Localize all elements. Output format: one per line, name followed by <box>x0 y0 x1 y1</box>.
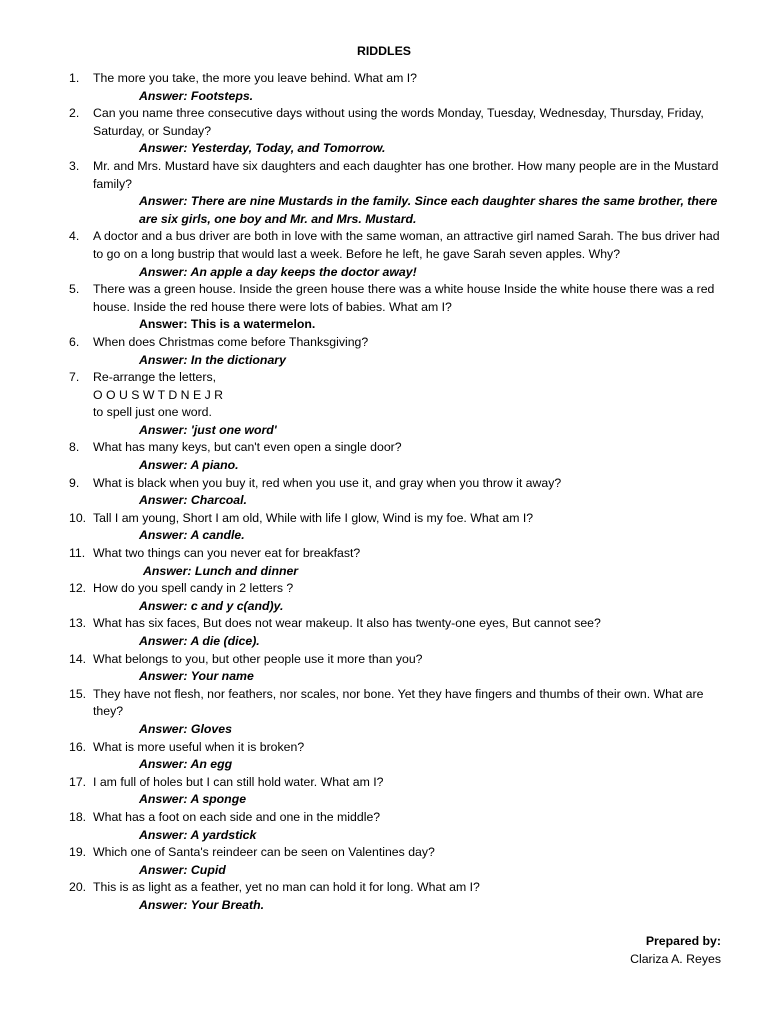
list-item <box>69 475 729 510</box>
riddle-answer: Answer: A yardstick <box>139 827 257 842</box>
riddle-question: Tall I am young, Short I am old, While with life I glow, Wind is my foe. What am I? <box>93 510 534 525</box>
item-number: 16. <box>69 739 87 754</box>
list-item <box>69 158 729 228</box>
riddle-question: What belongs to you, but other people use it more than you? <box>93 651 423 666</box>
riddle-answer: Answer: Your name <box>139 669 254 684</box>
riddle-question: What is more useful when it is broken? <box>93 739 305 754</box>
item-number: 19. <box>69 845 87 860</box>
list-item <box>69 844 729 879</box>
item-number: 11. <box>69 546 86 561</box>
list-item <box>69 686 729 739</box>
list-item <box>69 739 729 774</box>
riddle-question: Which one of Santa's reindeer can be seen on Valentines day? <box>93 845 435 860</box>
item-number: 4. <box>69 229 80 244</box>
riddle-answer: Answer: This is a watermelon. <box>139 317 316 332</box>
riddle-question: What has six faces, But does not wear makeup. It also has twenty-one eyes, But cannot see? <box>93 616 601 631</box>
riddle-question: This is as light as a feather, yet no man can hold it for long. What am I? <box>93 880 480 895</box>
riddle-question: I am full of holes but I can still hold water. What am I? <box>93 774 384 789</box>
item-number: 15. <box>69 686 87 701</box>
item-number: 8. <box>69 440 80 455</box>
item-number: 5. <box>69 282 80 297</box>
list-item <box>69 510 729 545</box>
list-item <box>69 281 729 334</box>
riddle-question: When does Christmas come before Thanksgiving? <box>93 334 369 349</box>
list-item <box>69 879 729 914</box>
riddle-question: A doctor and a bus driver are both in love with the same woman, an attractive girl named Sarah. The bus driver had to go on a long bustrip that would last a week. Before he left, he gave Sarah seven apples. Why? <box>93 229 720 261</box>
riddle-list <box>69 70 729 915</box>
riddle-answer: Answer: An apple a day keeps the doctor away! <box>139 264 417 279</box>
prepared-by-block <box>630 933 721 968</box>
item-number: 14. <box>69 651 87 666</box>
list-item <box>69 228 729 281</box>
riddle-answer: Answer: Lunch and dinner <box>143 563 299 578</box>
riddle-question: What has a foot on each side and one in the middle? <box>93 809 381 824</box>
item-number: 18. <box>69 809 87 824</box>
riddle-answer: Answer: A die (dice). <box>139 634 260 648</box>
riddle-question: Re-arrange the letters, <box>93 370 217 385</box>
riddle-answer: Answer: c and y c(and)y. <box>139 598 284 613</box>
riddle-question: What has many keys, but can't even open a single door? <box>93 440 402 455</box>
item-number: 12. <box>69 581 87 596</box>
riddle-question: Can you name three consecutive days without using the words Monday, Tuesday, Wednesday, Thursday, Friday, Saturday, or Sunday? <box>93 106 704 138</box>
item-number: 1. <box>69 71 80 85</box>
riddle-answer: Answer: In the dictionary <box>139 352 286 367</box>
riddle-question-continued: to spell just one word. <box>93 405 212 420</box>
riddle-answer: Answer: Gloves <box>139 721 232 736</box>
riddle-answer: Answer: A piano. <box>139 458 239 473</box>
riddle-answer: Answer: Charcoal. <box>139 493 247 508</box>
item-number: 10. <box>69 510 87 525</box>
list-item <box>69 70 729 105</box>
list-item <box>69 545 729 580</box>
riddle-question: The more you take, the more you leave behind. What am I? <box>93 71 417 85</box>
list-item <box>69 809 729 844</box>
riddle-answer: Answer: A candle. <box>139 528 245 543</box>
list-item <box>69 580 729 615</box>
riddle-answer: Answer: There are nine Mustards in the family. Since each daughter shares the same brother, there are six girls, one boy and Mr. and Mrs. Mustard. <box>139 194 718 226</box>
item-number: 20. <box>69 880 87 895</box>
item-number: 3. <box>69 158 80 173</box>
list-item <box>69 369 729 439</box>
riddle-question: What two things can you never eat for breakfast? <box>93 546 361 561</box>
riddle-answer: Answer: Footsteps. <box>139 88 254 103</box>
list-item <box>69 651 729 686</box>
riddle-answer: Answer: Your Breath. <box>139 897 265 912</box>
item-number: 2. <box>69 106 80 121</box>
riddle-question: Mr. and Mrs. Mustard have six daughters and each daughter has one brother. How many people are in the Mustard family? <box>93 158 719 191</box>
item-number: 6. <box>69 334 80 349</box>
item-number: 17. <box>69 774 87 789</box>
riddle-answer: Answer: Cupid <box>139 862 226 877</box>
prepared-by-label: Prepared by: <box>645 934 721 948</box>
riddle-question: What is black when you buy it, red when you use it, and gray when you throw it away? <box>93 475 562 490</box>
item-number: 13. <box>69 616 87 631</box>
riddle-answer: Answer: An egg <box>139 757 233 772</box>
riddle-answer: Answer: Yesterday, Today, and Tomorrow. <box>139 141 386 156</box>
list-item <box>69 334 729 369</box>
author-name: Clariza A. Reyes <box>630 951 721 966</box>
scrambled-letters: O O U S W T D N E J R <box>93 387 224 402</box>
list-item <box>69 105 729 158</box>
riddle-question: They have not flesh, nor feathers, nor scales, nor bone. Yet they have fingers and thumbs of their own. What are they? <box>93 686 704 719</box>
list-item <box>69 774 729 809</box>
riddle-answer: Answer: A sponge <box>139 792 247 807</box>
riddle-answer: Answer: 'just one word' <box>139 422 277 437</box>
page-title: RIDDLES <box>357 44 411 58</box>
list-item <box>69 615 729 650</box>
riddle-question: How do you spell candy in 2 letters ? <box>93 581 294 596</box>
item-number: 9. <box>69 475 80 490</box>
item-number: 7. <box>69 370 80 385</box>
list-item <box>69 439 729 474</box>
riddle-question: There was a green house. Inside the green house there was a white house Inside the white house there was a red house. Inside the red house there were lots of babies. What am I? <box>93 282 715 314</box>
